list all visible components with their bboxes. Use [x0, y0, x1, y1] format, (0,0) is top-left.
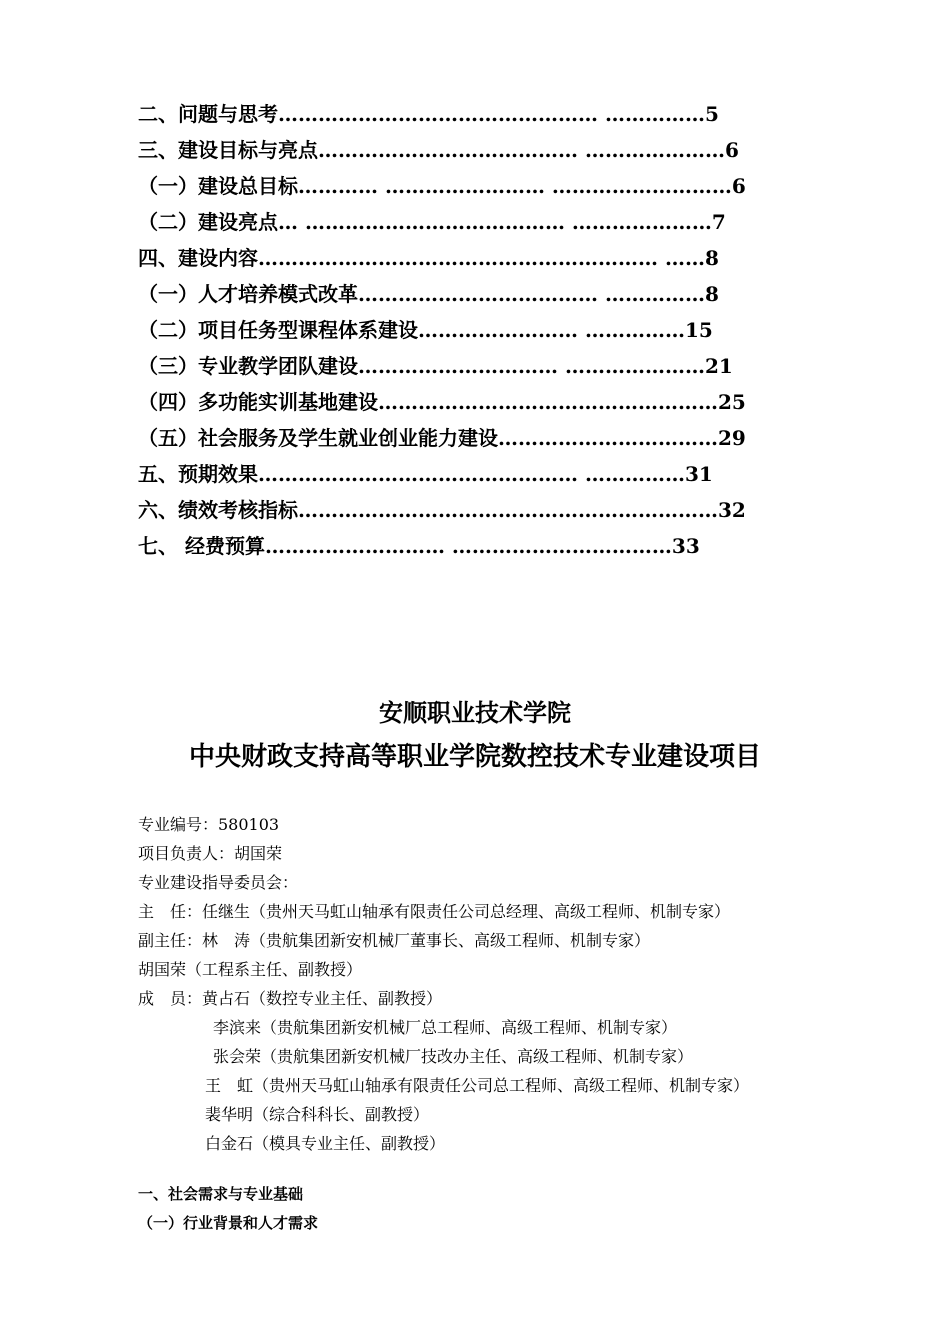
committee-member: 王 虹（贵州天马虹山轴承有限责任公司总工程师、高级工程师、机制专家）: [205, 1076, 750, 1095]
toc-entry[interactable]: （二）建设亮点… ………………………………… …………………7: [138, 210, 726, 234]
committee-member: 成 员：黄占石（数控专业主任、副教授）: [138, 989, 443, 1008]
committee-member: 裴华明（综合科科长、副教授）: [205, 1105, 430, 1124]
major-code: 专业编号：580103: [138, 815, 280, 834]
toc-entry[interactable]: （五）社会服务及学生就业创业能力建设……………………………29: [138, 426, 746, 450]
toc-entry[interactable]: 五、预期效果………………………………………… ……………31: [138, 462, 713, 486]
committee-deputy-2: 胡国荣（工程系主任、副教授）: [138, 960, 363, 979]
institution-title: 安顺职业技术学院: [379, 699, 571, 727]
toc-entry[interactable]: （二）项目任务型课程体系建设…………………… ……………15: [138, 318, 713, 342]
project-leader: 项目负责人：胡国荣: [138, 844, 283, 863]
document-title-block: [0, 692, 950, 780]
toc-entry[interactable]: 六、绩效考核指标………………………………………………………32: [138, 498, 746, 522]
committee-member: 李滨来（贵航集团新安机械厂总工程师、高级工程师、机制专家）: [213, 1018, 678, 1037]
committee-member: 白金石（模具专业主任、副教授）: [205, 1134, 446, 1153]
toc-entry[interactable]: 七、 经费预算……………………… ……………………………33: [138, 534, 700, 558]
committee-member: 张会荣（贵航集团新安机械厂技改办主任、高级工程师、机制专家）: [213, 1047, 694, 1066]
toc-entry[interactable]: （四）多功能实训基地建设……………………………………………25: [138, 390, 746, 414]
toc-entry[interactable]: （一）人才培养模式改革……………………………… ……………8: [138, 282, 719, 306]
project-title: 中央财政支持高等职业学院数控技术专业建设项目: [188, 742, 761, 772]
section-heading: 一、社会需求与专业基础: [138, 1185, 304, 1203]
table-of-contents: [138, 96, 858, 564]
committee-deputy: 副主任：林 涛（贵航集团新安机械厂董事长、高级工程师、机制专家）: [138, 931, 651, 950]
committee-heading: 专业建设指导委员会：: [138, 873, 299, 892]
toc-entry[interactable]: 三、建设目标与亮点………………………………… …………………6: [138, 138, 739, 162]
toc-entry[interactable]: （一）建设总目标………… …………………… ………………………6: [138, 174, 746, 198]
committee-director: 主 任：任继生（贵州天马虹山轴承有限责任公司总经理、高级工程师、机制专家）: [138, 902, 731, 921]
subsection-heading: （一）行业背景和人才需求: [138, 1214, 319, 1232]
section-headings: [138, 1180, 858, 1238]
toc-entry[interactable]: 四、建设内容…………………………………………………… ……8: [138, 246, 719, 270]
toc-entry[interactable]: 二、问题与思考………………………………………… ……………5: [138, 102, 719, 126]
toc-entry[interactable]: （三）专业教学团队建设………………………… …………………21: [138, 354, 733, 378]
project-info: [138, 810, 858, 1158]
